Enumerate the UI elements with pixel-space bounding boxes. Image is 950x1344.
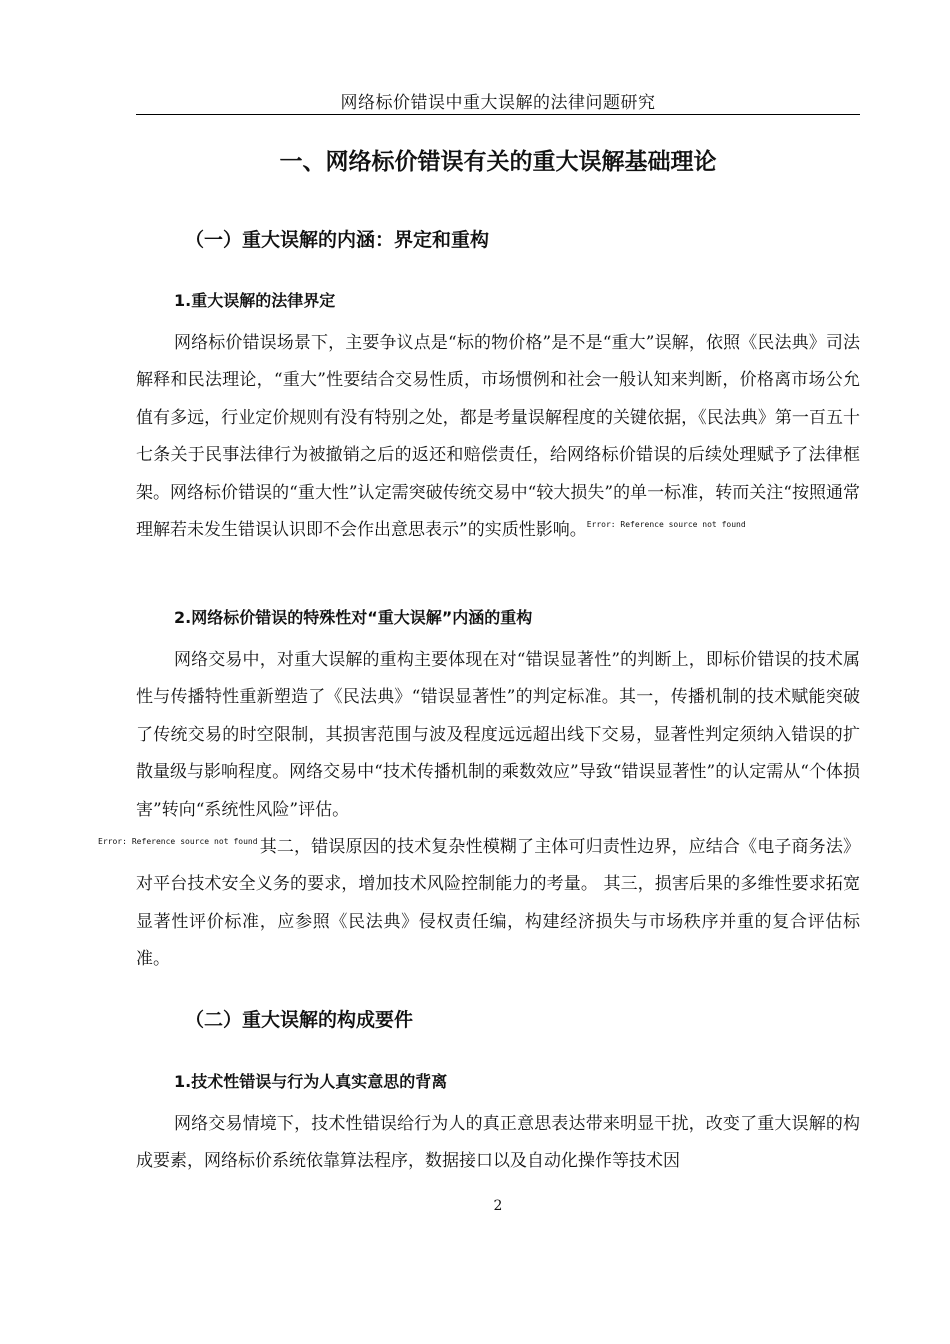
subsection-1-2-title: 2.网络标价错误的特殊性对“重大误解”内涵的重构 (174, 608, 533, 627)
reference-error: Error: Reference source not found (586, 520, 746, 530)
chapter-title: 一、网络标价错误有关的重大误解基础理论 (279, 149, 717, 175)
paragraph-text: 网络交易情境下，技术性错误给行为人的真正意思表达带来明显干扰，改变了重大误解的构成要素，网络标价系统依靠算法程序，数据接口以及自动化操作等技术因 (136, 1114, 860, 1172)
paragraph-technical-error (136, 1106, 860, 1181)
paragraph-text: 网络标价错误场景下，主要争议点是“标的物价格”是不是“重大”误解，依照《民法典》司法解释和民法理论，“重大”性要结合交易性质，市场惯例和社会一般认知来判断，价格离市场公允值有多远，行业定价规则有没有特别之处，都是考量误解程度的关键依据，《民法典》第一百五十七条关于民事法律行为被撤销之后的返还和赔偿责任，给网络标价错误的后续处理赋予了法律框架。网络标价错误的“重大性”认定需突破传统交易中“较大损失”的单一标准，转而关注“按照通常理解若未发生错误认识即不会作出意思表示”的实质性影响。 (136, 333, 860, 541)
paragraph-text-b: 其二，错误原因的技术复杂性模糊了主体可归责性边界，应结合《电子商务法》对平台技术安全义务的要求，增加技术风险控制能力的考量。 其三，损害后果的多维性要求拓宽显著性评价标准，应参照《民法典》侵权责任编，构建经济损失与市场秩序并重的复合评估标准。 (136, 837, 860, 970)
paragraph-reconstruction (98, 642, 860, 979)
paragraph-legal-definition (136, 325, 860, 549)
paragraph-text-a: 网络交易中，对重大误解的重构主要体现在对“错误显著性”的判断上，即标价错误的技术属性与传播特性重新塑造了《民法典》“错误显著性”的判定标准。其一，传播机制的技术赋能突破了传统交易的时空限制，其损害范围与波及程度远远超出线下交易，显著性判定须纳入错误的扩散量级与影响程度。网络交易中“技术传播机制的乘数效应”导致“错误显著性”的认定需从“个体损害”转向“系统性风险”评估。 (136, 650, 860, 820)
running-header: 网络标价错误中重大误解的法律问题研究 (340, 93, 656, 113)
section-2-title: （二）重大误解的构成要件 (185, 1009, 414, 1031)
page-number: 2 (493, 1198, 503, 1214)
subsection-2-1-title: 1.技术性错误与行为人真实意思的背离 (174, 1072, 448, 1091)
subsection-1-1-title: 1.重大误解的法律界定 (174, 291, 336, 310)
header-rule (136, 114, 860, 115)
reference-error: Error: Reference source not found (98, 837, 258, 847)
section-1-title: （一）重大误解的内涵：界定和重构 (185, 229, 490, 251)
